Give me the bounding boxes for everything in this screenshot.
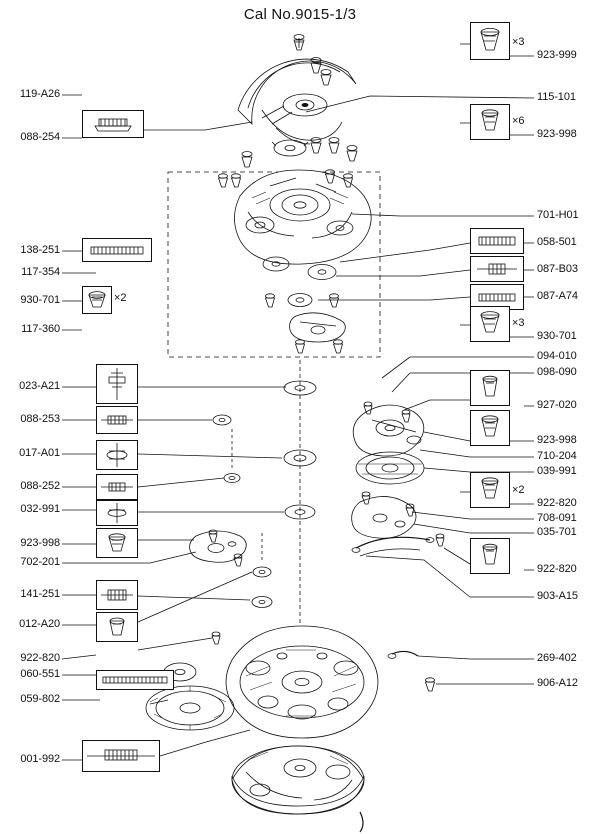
part-thumbnail-088-254 [82,110,144,138]
part-label-922-820-l: 922-820 [20,652,60,664]
part-thumbnail-138-251 [82,238,152,262]
part-thumbnail-032-991 [96,500,138,526]
part-label-012-A20: 012-A20 [19,618,60,630]
part-label-060-551: 060-551 [20,668,60,680]
part-label-930-701-r: 930-701 [537,330,577,342]
part-label-930-701-l: 930-701 [20,294,60,306]
part-label-710-204: 710-204 [537,450,577,462]
part-thumbnail-927-020 [470,370,510,406]
part-thumbnail-060-551 [96,670,174,690]
part-label-087-A74: 087-A74 [537,290,578,302]
part-label-039-991: 039-991 [537,465,577,477]
part-label-117-360: 117-360 [21,323,60,335]
part-label-035-701: 035-701 [537,526,577,538]
quantity-marker-x2-right: ×2 [512,484,525,496]
part-label-922-820-r: 922-820 [537,497,577,509]
part-label-923-998-r: 923-998 [537,128,577,140]
part-label-923-999: 923-999 [537,49,577,61]
part-thumbnail-012-A20 [96,612,138,642]
part-label-906-A12: 906-A12 [537,677,578,689]
part-thumbnail-087-B03 [470,256,524,282]
part-label-269-402: 269-402 [537,652,577,664]
part-label-058-501: 058-501 [537,236,577,248]
part-thumbnail-922-820 [470,472,510,508]
quantity-marker-x3-mid: ×3 [512,317,525,329]
part-label-702-201: 702-201 [20,556,60,568]
part-label-023-A21: 023-A21 [19,380,60,392]
part-label-087-B03: 087-B03 [537,263,578,275]
part-thumbnail-088-253 [96,406,138,434]
page-title: Cal No.9015-1/3 [243,6,357,23]
part-label-098-090: 098-090 [537,366,577,378]
part-thumbnail-923-998-b [470,410,510,446]
part-label-903-A15: 903-A15 [537,590,578,602]
quantity-marker-x3-top: ×3 [512,36,525,48]
part-thumbnail-923-999 [470,22,510,60]
part-label-117-354: 117-354 [21,266,60,278]
part-label-094-010: 094-010 [537,350,577,362]
part-label-032-991: 032-991 [20,503,60,515]
part-label-923-998-l: 923-998 [20,537,60,549]
part-label-088-253: 088-253 [20,413,60,425]
part-label-927-020: 927-020 [537,399,577,411]
part-label-088-252: 088-252 [20,480,60,492]
part-thumbnail-923-998 [470,104,510,140]
quantity-marker-x6: ×6 [512,115,525,127]
part-thumbnail-058-501 [470,228,524,254]
part-thumbnail-930-701 [470,306,510,342]
part-label-708-091: 708-091 [537,512,577,524]
part-label-115-101: 115-101 [537,91,576,103]
part-thumbnail-088-252 [96,474,138,500]
part-thumbnail-017-A01 [96,440,138,470]
part-thumbnail-923-998 [96,528,138,558]
part-label-119-A26: 119-A26 [19,88,60,100]
part-thumbnail-922-820-b [470,538,510,574]
part-thumbnail-141-251 [96,580,138,610]
part-label-922-820-r2: 922-820 [537,563,577,575]
part-label-088-254: 088-254 [20,131,60,143]
part-label-923-998-r2: 923-998 [537,434,577,446]
part-thumbnail-001-992 [82,740,160,772]
part-label-059-802: 059-802 [20,693,60,705]
part-label-138-251: 138-251 [20,244,60,256]
part-label-701-H01: 701-H01 [537,209,579,221]
part-thumbnail-023-A21 [96,364,138,404]
part-label-001-992: 001-992 [20,753,60,765]
part-label-141-251: 141-251 [20,588,60,600]
part-label-017-A01: 017-A01 [19,447,60,459]
part-thumbnail-930-701 [82,286,112,314]
quantity-marker-x2-left: ×2 [114,292,127,304]
